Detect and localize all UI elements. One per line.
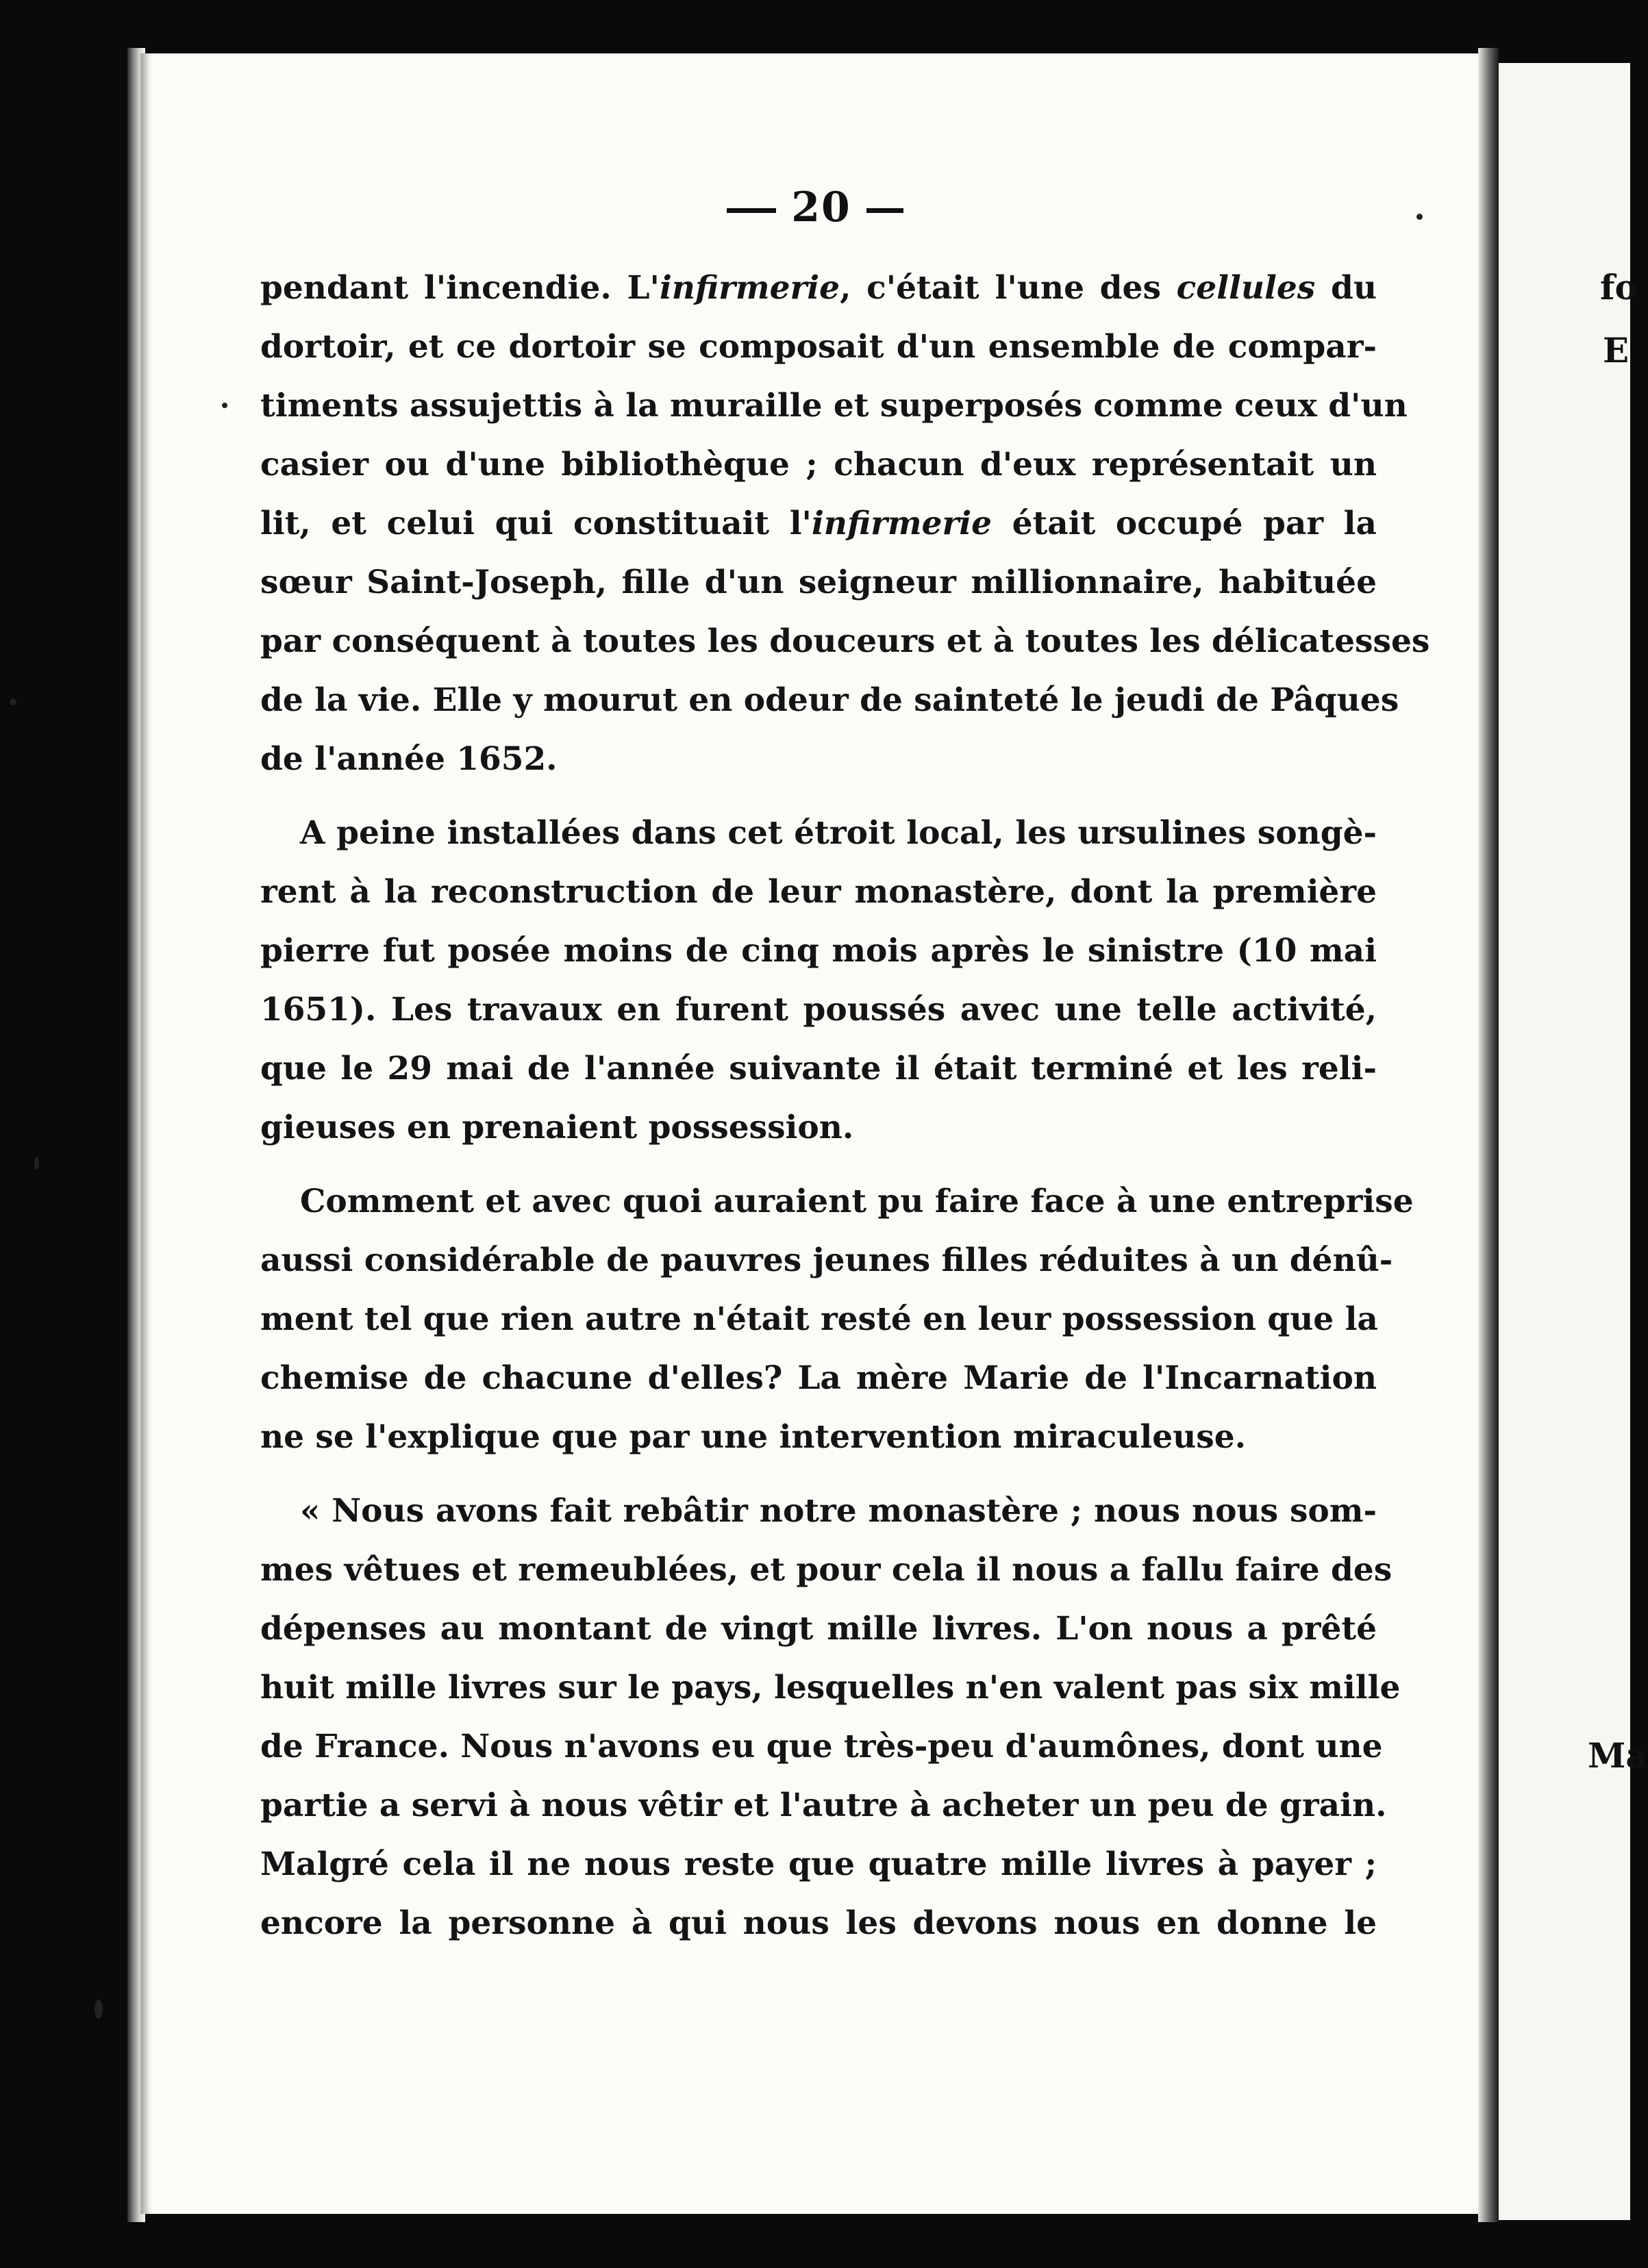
text-line	[260, 318, 1377, 377]
text-run: aussi considérable de pauvres jeunes filles réduites à un dénû-	[260, 1242, 1393, 1279]
facing-page	[1499, 63, 1648, 2220]
text-run: gieuses en prenaient possession.	[260, 1109, 854, 1146]
paragraph	[260, 1172, 1414, 1467]
page-gutter	[1478, 48, 1499, 2222]
text-run: casier ou d'une bibliothèque ; chacun d'eux représentait un	[260, 446, 1377, 483]
text-line	[260, 1040, 1377, 1098]
text-line	[260, 922, 1377, 981]
italic-term: infirmerie	[811, 505, 992, 542]
scan-speck	[1416, 214, 1423, 220]
text-line	[260, 1776, 1387, 1835]
facing-fragment-1: fo	[1600, 267, 1638, 307]
text-line	[260, 612, 1430, 671]
text-line	[260, 1482, 1377, 1541]
body-text	[260, 259, 1430, 1953]
text-run: ment tel que rien autre n'était resté en leur possession que la	[260, 1300, 1378, 1338]
scan-speck	[34, 1157, 39, 1170]
text-run: par conséquent à toutes les douceurs et à toutes les délicatesses	[260, 622, 1430, 660]
text-run: rent à la reconstruction de leur monastère, dont la première	[260, 873, 1377, 911]
text-line	[260, 436, 1377, 494]
paragraph-gap	[260, 789, 1377, 804]
text-run: mes vêtues et remeublées, et pour cela il nous a fallu faire des	[260, 1551, 1393, 1589]
paragraph	[260, 1482, 1401, 1953]
text-line	[260, 553, 1377, 612]
text-run: du	[1315, 269, 1377, 307]
text-line	[260, 1290, 1377, 1349]
text-run: partie a servi à nous vêtir et l'autre à acheter un peu de grain.	[260, 1787, 1387, 1824]
text-line	[260, 981, 1377, 1040]
scan-speck	[222, 403, 227, 408]
text-run: de l'année 1652.	[260, 740, 558, 778]
paragraph	[260, 804, 1377, 1157]
text-line	[260, 1231, 1393, 1290]
text-run: sœur Saint-Joseph, fille d'un seigneur millionnaire, habituée	[260, 564, 1377, 601]
text-line	[260, 377, 1408, 436]
text-line	[260, 1894, 1377, 1953]
text-run: 1651). Les travaux en furent poussés avec une telle activité,	[260, 991, 1377, 1029]
text-run: de France. Nous n'avons eu que très-peu d'aumônes, dont une	[260, 1728, 1383, 1765]
text-line	[260, 1659, 1401, 1717]
text-line	[260, 730, 1377, 789]
facing-fragment-2: E	[1603, 330, 1630, 370]
text-line	[260, 1717, 1383, 1776]
facing-fragment-3: Ma	[1588, 1735, 1648, 1776]
text-run: Malgré cela il ne nous reste que quatre mille livres à payer ;	[260, 1845, 1377, 1883]
paragraph	[260, 259, 1430, 789]
text-run: pendant l'incendie. L'	[260, 269, 660, 307]
italic-term: cellules	[1176, 269, 1316, 307]
paragraph-gap	[260, 1157, 1377, 1172]
text-line	[260, 1600, 1377, 1659]
text-run: était occupé par la	[992, 505, 1377, 542]
text-run: chemise de chacune d'elles? La mère Marie de l'Incarnation	[260, 1359, 1377, 1397]
page-header	[0, 184, 1630, 231]
paragraph-gap	[260, 1467, 1377, 1482]
text-run: encore la personne à qui nous les devons nous en donne le	[260, 1904, 1377, 1942]
text-line	[260, 1172, 1414, 1231]
text-line	[260, 863, 1377, 922]
header-dash-left	[727, 208, 776, 213]
text-run: « Nous avons fait rebâtir notre monastère ; nous nous som-	[300, 1492, 1377, 1530]
text-run: Comment et avec quoi auraient pu faire face à une entreprise	[300, 1183, 1414, 1220]
text-line	[260, 1349, 1377, 1408]
text-line	[260, 1408, 1377, 1467]
text-run: lit, et celui qui constituait l'	[260, 505, 812, 542]
scan-speck	[10, 698, 16, 705]
text-run: dépenses au montant de vingt mille livres. L'on nous a prêté	[260, 1610, 1377, 1648]
text-run: de la vie. Elle y mourut en odeur de sainteté le jeudi de Pâques	[260, 681, 1399, 719]
text-run: , c'était l'une des	[840, 269, 1177, 307]
text-line	[260, 671, 1399, 730]
text-run: ne se l'explique que par une intervention miraculeuse.	[260, 1418, 1247, 1456]
text-run: timents assujettis à la muraille et superposés comme ceux d'un	[260, 387, 1408, 425]
text-line	[260, 494, 1377, 553]
text-line	[260, 259, 1377, 318]
italic-term: infirmerie	[659, 269, 840, 307]
text-run: dortoir, et ce dortoir se composait d'un ensemble de compar-	[260, 328, 1377, 366]
page-number: 20	[791, 184, 851, 231]
scan-speck	[95, 2000, 103, 2019]
text-line	[260, 1541, 1393, 1600]
text-line	[260, 1098, 1377, 1157]
text-run: pierre fut posée moins de cinq mois après le sinistre (10 mai	[260, 932, 1377, 970]
text-run: A peine installées dans cet étroit local, les ursulines songè-	[300, 814, 1377, 852]
text-run: huit mille livres sur le pays, lesquelles n'en valent pas six mille	[260, 1669, 1401, 1706]
text-line	[260, 804, 1377, 863]
text-run: que le 29 mai de l'année suivante il était terminé et les reli-	[260, 1050, 1377, 1087]
header-dash-right	[866, 208, 903, 213]
text-line	[260, 1835, 1377, 1894]
